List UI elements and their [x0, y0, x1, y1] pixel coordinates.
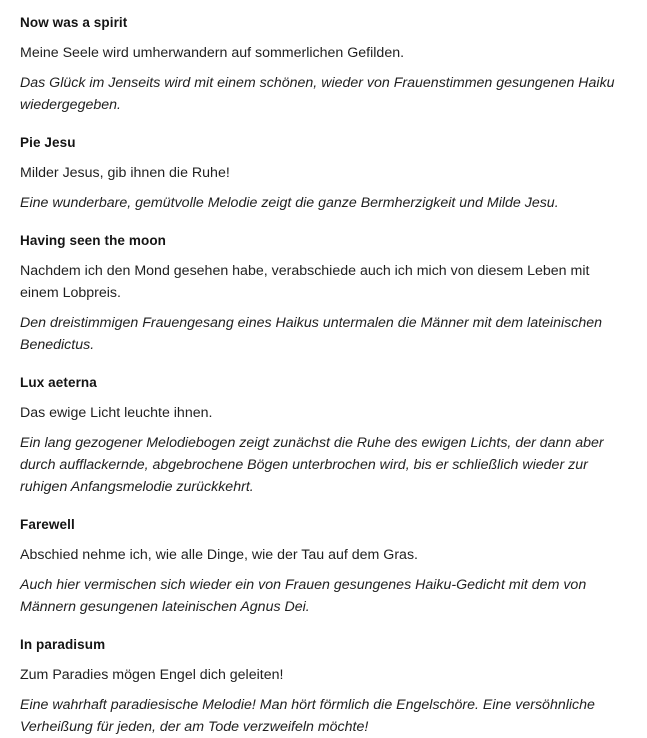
movement-section — [20, 230, 627, 356]
movement-commentary: Eine wahrhaft paradiesische Melodie! Man hört förmlich die Engelschöre. Eine versöhnliche Verheißung für jeden, der am Tode verzweifeln möchte! — [20, 697, 595, 735]
movement-commentary: Eine wunderbare, gemütvolle Melodie zeigt die ganze Bermherzigkeit und Milde Jesu. — [20, 195, 559, 211]
movement-commentary: Den dreistimmigen Frauengesang eines Haikus untermalen die Männer mit dem lateinischen Benedictus. — [20, 315, 602, 353]
movement-heading: Having seen the moon — [20, 233, 167, 248]
movement-section — [20, 132, 627, 214]
movement-heading: Farewell — [20, 517, 75, 532]
movement-translation: Das ewige Licht leuchte ihnen. — [20, 405, 213, 421]
programme-notes-content — [20, 12, 627, 738]
movement-translation: Meine Seele wird umherwandern auf sommerlichen Gefilden. — [20, 45, 405, 61]
movement-commentary: Das Glück im Jenseits wird mit einem schönen, wieder von Frauenstimmen gesungenen Haiku wiedergegeben. — [20, 75, 615, 113]
movement-section — [20, 634, 627, 738]
movement-heading: In paradisum — [20, 637, 106, 652]
movement-commentary: Ein lang gezogener Melodiebogen zeigt zunächst die Ruhe des ewigen Lichts, der dann aber durch aufflackernde, abgebrochene Bögen unterbrochen wird, bis er schließlich wieder zur ruhigen Anfangsmelodie zurückkehrt. — [20, 435, 604, 495]
movement-section — [20, 12, 627, 116]
movement-heading: Lux aeterna — [20, 375, 97, 390]
movement-heading: Pie Jesu — [20, 135, 76, 150]
movement-translation: Milder Jesus, gib ihnen die Ruhe! — [20, 165, 230, 181]
movement-section — [20, 514, 627, 618]
movement-commentary: Auch hier vermischen sich wieder ein von Frauen gesungenes Haiku-Gedicht mit dem von Männern gesungenen lateinischen Agnus Dei. — [20, 577, 587, 615]
movement-translation: Zum Paradies mögen Engel dich geleiten! — [20, 667, 284, 683]
movement-section — [20, 372, 627, 498]
movement-heading: Now was a spirit — [20, 15, 128, 30]
movement-translation: Nachdem ich den Mond gesehen habe, verabschiede auch ich mich von diesem Leben mit einem Lobpreis. — [20, 263, 590, 301]
movement-translation: Abschied nehme ich, wie alle Dinge, wie der Tau auf dem Gras. — [20, 547, 418, 563]
